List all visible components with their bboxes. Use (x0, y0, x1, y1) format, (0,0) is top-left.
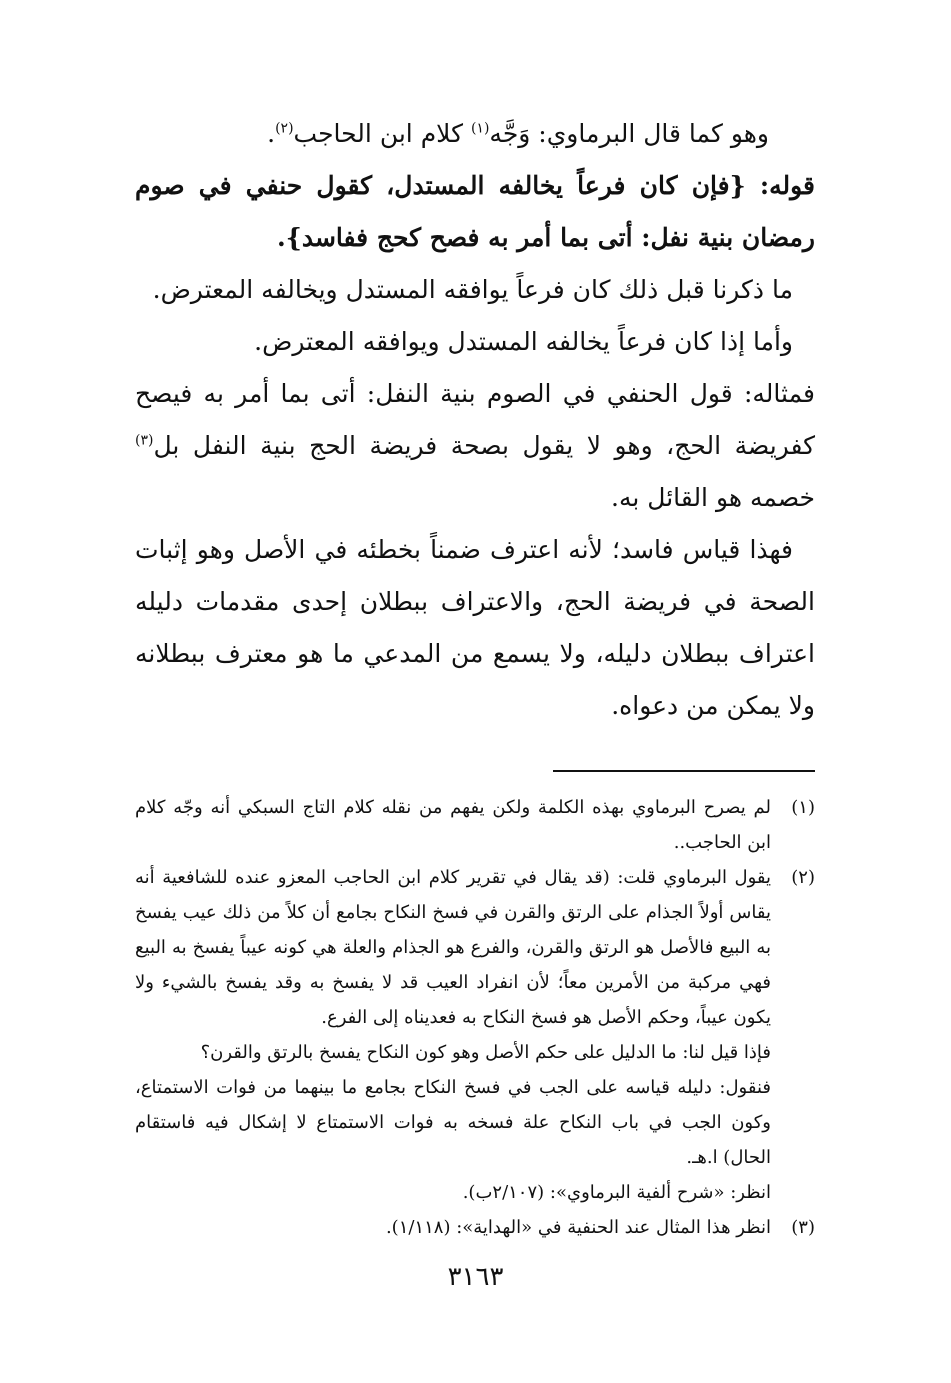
paragraph-6: فهذا قياس فاسد؛ لأنه اعترف ضمناً بخطئه في الأصل وهو إثبات الصحة في فريضة الحج، والاعتراف ببطلان إحدى مقدمات دليله اعتراف ببطلان دليله، ولا يسمع من المدعي ما هو معترف ببطلانه ولا يمكن من دعواه. (135, 535, 815, 720)
paragraph-1 (135, 108, 815, 160)
footnote-2-text-3: فنقول: دليله قياسه على الجب في فسخ النكاح بجامع ما بينهما من فوات الاستمتاع، وكون الجب في باب النكاح علة فسخه به فوات الاستمتاع لا إشكال فيه فاستقام الحال) ا.هـ. (135, 1077, 771, 1168)
paragraph-4: وأما إذا كان فرعاً يخالفه المستدل ويوافقه المعترض. (254, 327, 793, 356)
paragraph-3: ما ذكرنا قبل ذلك كان فرعاً يوافقه المستدل ويخالفه المعترض. (152, 275, 793, 304)
p1-text-a: وهو كما قال البرماوي: وَجَّه (489, 119, 769, 148)
footnote-2-body (135, 860, 771, 1210)
footnote-2 (135, 860, 815, 1210)
footnote-2-number: (٢) (791, 867, 815, 888)
p1-text-b: كلام ابن الحاجب (293, 119, 471, 148)
footnote-divider (553, 770, 815, 772)
footnote-3-body (135, 1210, 771, 1245)
p1-text-c: . (267, 119, 276, 148)
footnote-1-body (135, 790, 771, 860)
footnote-2-text-2: فإذا قيل لنا: ما الدليل على حكم الأصل وهو كون النكاح يفسخ بالرتق والقرن؟ (200, 1042, 771, 1063)
footnote-3-number: (٣) (791, 1217, 815, 1238)
main-text (135, 108, 815, 732)
footnote-1-number: (١) (791, 797, 815, 818)
footnote-2-text-1: يقول البرماوي قلت: (قد يقال في تقرير كلام ابن الحاجب المعزو عنده للشافعية أنه يقاس أولاً الجذام على الرتق والقرن في فسخ النكاح بجامع أن كلاً من ذلك عيب يفسخ به البيع فالأصل هو الرتق والقرن، والفرع هو الجذام والعلة هي كونه عيباً يفسخ به البيع فهي مركبة من الأمرين معاً؛ لأن انفراد العيب قد لا يفسخ به وقد يفسخ بالشيء ولا يكون عيباً، وحكم الأصل هو فسخ النكاح به فعديناه إلى الفرع. (135, 867, 771, 1028)
footnote-3 (135, 1210, 815, 1245)
footnote-ref-1[interactable]: (١) (470, 120, 490, 137)
footnote-3-text: انظر هذا المثال عند الحنفية في «الهداية»: (١/١١٨). (385, 1217, 771, 1238)
paragraph-5 (135, 368, 815, 524)
page-number: ٣١٦٣ (447, 1262, 504, 1292)
p5-text-b: خصمه هو القائل به. (611, 483, 815, 512)
footnote-ref-3[interactable]: (٣) (135, 432, 154, 449)
footnote-ref-2[interactable]: (٢) (275, 120, 294, 137)
footnote-1-text: لم يصرح البرماوي بهذه الكلمة ولكن يفهم من نقله كلام التاج السبكي أنه وجّه كلام ابن الحاجب.. (135, 797, 771, 853)
paragraph-2-quote: قوله: {فإن كان فرعاً يخالفه المستدل، كقول حنفي في صوم رمضان بنية نفل: أتى بما أمر به فصح كحج ففاسد}. (135, 171, 815, 252)
p5-text-a: فمثاله: قول الحنفي في الصوم بنية النفل: أتى بما أمر به فيصح كفريضة الحج، وهو لا يقول بصحة فريضة الحج بنية النفل بل (135, 379, 815, 460)
page-content (135, 108, 815, 1245)
footnote-2-text-4: انظر: «شرح ألفية البرماوي»: (٢/١٠٧ب). (462, 1182, 771, 1203)
footnotes (135, 790, 815, 1245)
footnote-1 (135, 790, 815, 860)
